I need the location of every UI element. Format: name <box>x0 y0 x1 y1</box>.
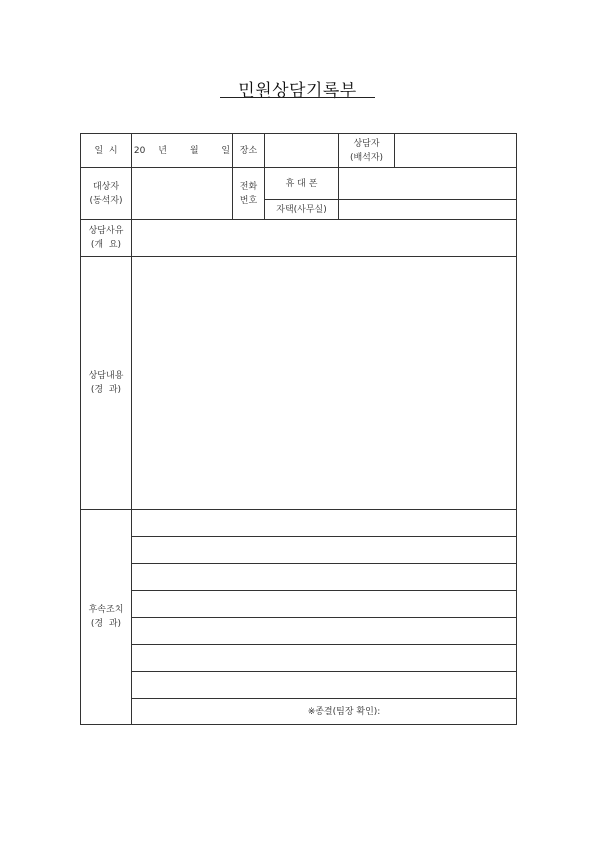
phone-label-line2: 번호 <box>239 195 258 206</box>
closing-note[interactable]: ※종결(팀장 확인): <box>132 699 517 725</box>
counselor-label-main: 상담자 <box>353 138 380 149</box>
content-label <box>81 257 132 510</box>
counsel-record-form <box>80 133 517 725</box>
closing-row <box>81 699 517 725</box>
date-year-unit: 년 <box>158 145 167 156</box>
mobile-label: 휴 대 폰 <box>265 168 339 200</box>
subject-label <box>81 168 132 220</box>
page-title: 민원상담기록부 <box>238 81 357 101</box>
followup-label <box>81 510 132 725</box>
reason-field[interactable] <box>132 220 517 257</box>
subject-field[interactable] <box>132 168 233 220</box>
followup-line-1[interactable] <box>132 510 517 537</box>
followup-line-5[interactable] <box>132 618 517 645</box>
date-day-unit: 일 <box>221 145 231 156</box>
reason-label-sub: (개 요) <box>90 240 122 250</box>
followup-line-4[interactable] <box>132 591 517 618</box>
reason-row <box>81 220 517 257</box>
date-label: 일 시 <box>81 134 132 168</box>
followup-row <box>81 537 517 564</box>
followup-line-6[interactable] <box>132 645 517 672</box>
header-row <box>81 134 517 168</box>
date-month-unit: 월 <box>189 145 199 156</box>
followup-line-2[interactable] <box>132 537 517 564</box>
phone-label-line1: 전화 <box>239 181 258 192</box>
home-phone-label: 자택(사무실) <box>265 200 339 220</box>
date-year: 20 <box>133 145 146 156</box>
subject-label-sub: (동석자) <box>89 195 123 206</box>
place-field[interactable] <box>265 134 339 168</box>
followup-row <box>81 591 517 618</box>
followup-row <box>81 672 517 699</box>
content-label-sub: (경 과) <box>90 385 122 395</box>
followup-label-sub: (경 과) <box>90 619 122 629</box>
place-label: 장소 <box>233 134 265 168</box>
counselor-label-sub: (배석자) <box>349 152 384 163</box>
followup-row <box>81 645 517 672</box>
phone-label <box>233 168 265 220</box>
date-field[interactable] <box>132 134 233 168</box>
content-field[interactable] <box>132 257 517 510</box>
content-row <box>81 257 517 510</box>
counselor-field[interactable] <box>395 134 517 168</box>
followup-row <box>81 564 517 591</box>
followup-row <box>81 510 517 537</box>
subject-label-main: 대상자 <box>92 181 120 192</box>
reason-label <box>81 220 132 257</box>
title-underline <box>220 97 375 98</box>
reason-label-main: 상담사유 <box>88 226 124 236</box>
counselor-label <box>339 134 395 168</box>
content-label-main: 상담내용 <box>88 371 124 381</box>
subject-row-mobile <box>81 168 517 200</box>
followup-row <box>81 618 517 645</box>
followup-line-3[interactable] <box>132 564 517 591</box>
followup-label-main: 후속조치 <box>88 605 124 615</box>
mobile-field[interactable] <box>339 168 517 200</box>
home-phone-field[interactable] <box>339 200 517 220</box>
followup-line-7[interactable] <box>132 672 517 699</box>
